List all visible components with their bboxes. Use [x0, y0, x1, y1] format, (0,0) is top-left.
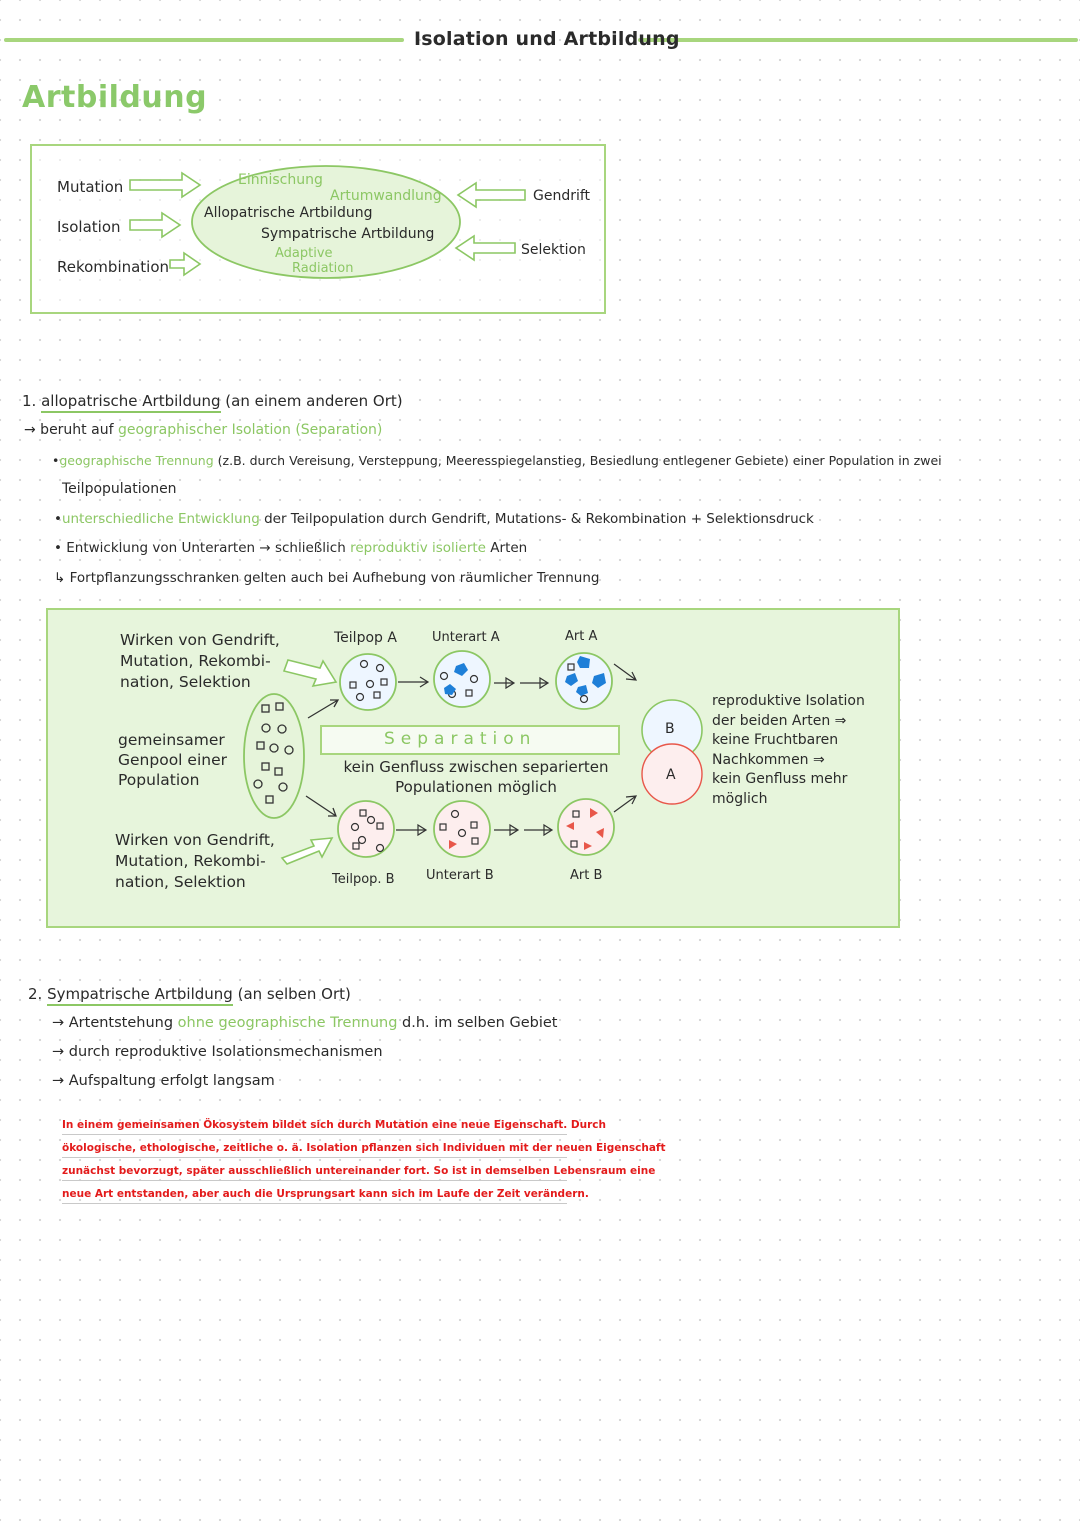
- section1-bullet2: •unterschiedliche Entwicklung der Teilpopulation durch Gendrift, Mutations- & Rekombination + Selektionsdruck: [54, 511, 814, 527]
- section-heading: Artbildung: [22, 80, 208, 115]
- factor-selektion: Selektion: [521, 242, 586, 258]
- section1-bullet3: • Entwicklung von Unterarten → schließlich reproduktiv isolierte Arten: [54, 540, 528, 556]
- label-unterart-a: Unterart A: [432, 630, 500, 645]
- red-note-rule: [62, 1134, 567, 1135]
- bottom-forces-line: Wirken von Gendrift,: [115, 831, 275, 849]
- factor-gendrift: Gendrift: [533, 188, 591, 204]
- item-artumwandlung: Artumwandlung: [330, 188, 442, 204]
- isolation-text-line: möglich: [712, 790, 768, 807]
- top-forces-line: Mutation, Rekombi-: [120, 652, 271, 670]
- label-teilpop-a: Teilpop A: [334, 630, 397, 646]
- bullet2-rest: der Teilpopulation durch Gendrift, Mutations- & Rekombination + Selektionsdruck: [264, 511, 814, 527]
- section1-title-text: allopatrische Artbildung: [41, 392, 220, 413]
- section2-line2: → durch reproduktive Isolationsmechanismen: [52, 1044, 383, 1060]
- section1-number: 1.: [22, 392, 37, 410]
- section2-line1: [52, 1015, 557, 1031]
- top-forces-line: nation, Selektion: [120, 673, 251, 691]
- force-arrow-top: [284, 660, 336, 686]
- label-unterart-b: Unterart B: [426, 868, 494, 883]
- item-sympatrische: Sympatrische Artbildung: [261, 226, 435, 242]
- section1-bullet1-cont: Teilpopulationen: [62, 481, 177, 497]
- top-forces-text: [120, 630, 280, 693]
- isolation-text-line: kein Genfluss mehr: [712, 771, 848, 787]
- section2-number: 2.: [28, 985, 43, 1003]
- bullet1-rest: (z.B. durch Vereisung, Versteppung, Meeresspiegelanstieg, Besiedlung entlegener Gebiete) einer Population in zwei: [217, 453, 942, 468]
- s2-line1-b: d.h. im selben Gebiet: [402, 1015, 558, 1031]
- isolation-text-line: Nachkommen ⇒: [712, 751, 825, 768]
- isolation-text: [712, 692, 865, 809]
- label-art-a: Art A: [565, 629, 598, 644]
- bullet2-green: unterschiedliche Entwicklung: [61, 511, 260, 527]
- label-art-b: Art B: [570, 868, 603, 883]
- isolation-text-line: reproduktive Isolation: [712, 693, 865, 709]
- bottom-forces-line: nation, Selektion: [115, 873, 246, 891]
- line1-green: geographischer Isolation (Separation): [117, 422, 383, 438]
- isolation-text-line: der beiden Arten ⇒: [712, 712, 847, 729]
- top-forces-line: Wirken von Gendrift,: [120, 631, 280, 649]
- force-arrow-bottom: [282, 838, 332, 864]
- red-note-rule: [62, 1157, 567, 1158]
- factor-mutation: Mutation: [57, 178, 124, 196]
- bottom-forces-text: [115, 830, 275, 893]
- separation-label: Separation: [384, 729, 537, 749]
- species-label-a: A: [666, 767, 676, 783]
- bullet3-b: Arten: [490, 540, 528, 556]
- item-radiation: Radiation: [292, 261, 354, 276]
- section2-title-text: Sympatrische Artbildung: [47, 985, 233, 1006]
- section2-line3: → Aufspaltung erfolgt langsam: [52, 1073, 275, 1089]
- isolation-text-line: keine Fruchtbaren: [712, 732, 839, 748]
- red-note-line: ökologische, ethologische, zeitliche o. ä. Isolation pflanzen sich Individuen mit der neuen Eigenschaft: [62, 1142, 666, 1154]
- red-note-line: In einem gemeinsamen Ökosystem bildet sich durch Mutation eine neue Eigenschaft. Durch: [62, 1119, 606, 1131]
- section1-arrow-line: ↳ Fortpflanzungsschranken gelten auch bei Aufhebung von räumlicher Trennung: [54, 570, 600, 586]
- label-teilpop-b: Teilpop. B: [332, 872, 395, 887]
- s2-line1-a: → Artentstehung: [52, 1015, 174, 1031]
- genpool-ellipse: [244, 694, 304, 818]
- separation-text: [336, 757, 616, 797]
- page-title: Isolation und Artbildung: [414, 28, 680, 50]
- line1-prefix: → beruht auf: [24, 422, 114, 438]
- factor-isolation: Isolation: [57, 218, 121, 236]
- genpool-line: Genpool einer: [118, 751, 227, 769]
- section1-bullet1: •geographische Trennung (z.B. durch Vereisung, Versteppung, Meeresspiegelanstieg, Besiedlung entlegener Gebiete) einer Population in zwei: [52, 453, 942, 468]
- bullet3-green: reproduktiv isolierte: [350, 540, 486, 556]
- section2-title-suffix: (an selben Ort): [237, 985, 351, 1003]
- bullet3-a: Entwicklung von Unterarten → schließlich: [66, 540, 346, 556]
- circle-teilpop-a: [340, 654, 396, 710]
- genpool-line: Population: [118, 771, 200, 789]
- red-note-line: neue Art entstanden, aber auch die Ursprungsart kann sich im Laufe der Zeit verändern.: [62, 1188, 589, 1200]
- section2-title: [28, 985, 351, 1003]
- item-einnischung: Einnischung: [238, 172, 323, 188]
- separation-text-line: Populationen möglich: [395, 778, 557, 796]
- section1-title-suffix: (an einem anderen Ort): [225, 392, 403, 410]
- red-note-rule: [62, 1180, 567, 1181]
- bullet1-green: geographische Trennung: [59, 453, 214, 468]
- factor-rekombination: Rekombination: [57, 258, 170, 276]
- genpool-text: [118, 730, 227, 790]
- genpool-line: gemeinsamer: [118, 731, 225, 749]
- item-adaptive: Adaptive: [275, 246, 333, 261]
- bottom-forces-line: Mutation, Rekombi-: [115, 852, 266, 870]
- item-allopatrische: Allopatrische Artbildung: [204, 205, 373, 221]
- species-label-b: B: [665, 721, 675, 737]
- red-note-rule: [62, 1203, 567, 1204]
- s2-line1-green: ohne geographische Trennung: [177, 1015, 398, 1031]
- separation-text-line: kein Genfluss zwischen separierten: [343, 758, 609, 776]
- red-note-line: zunächst bevorzugt, später ausschließlich untereinander fort. So ist in demselben Lebensraum eine: [62, 1165, 656, 1177]
